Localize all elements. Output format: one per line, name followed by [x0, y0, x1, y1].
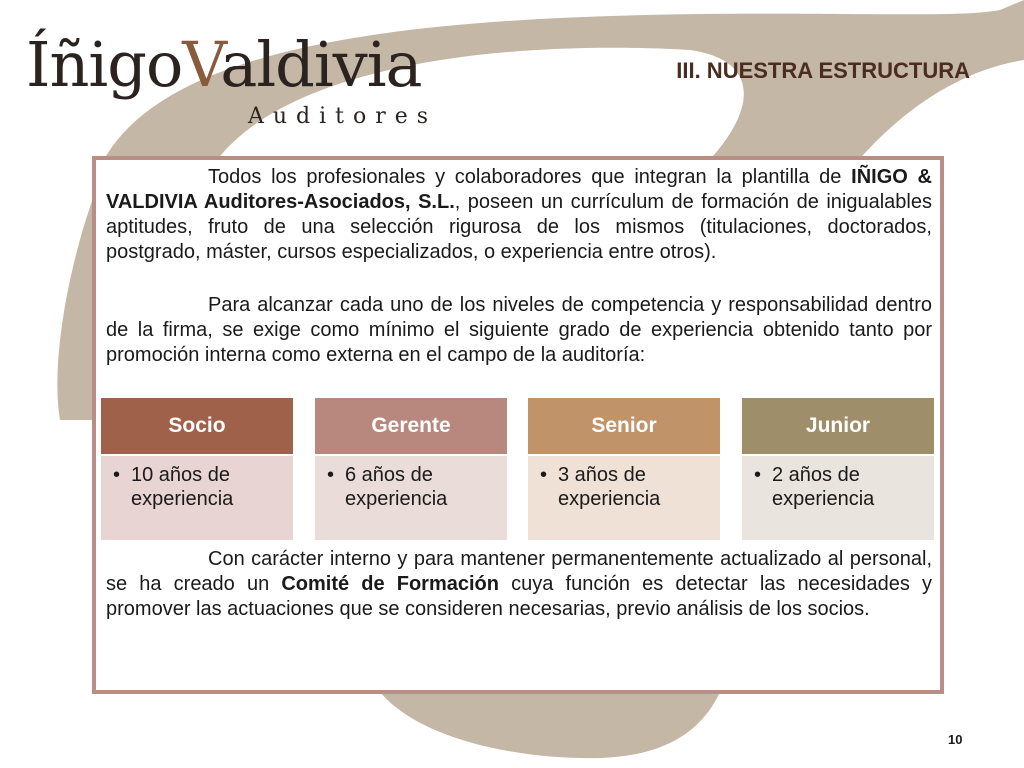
level-card-socio [101, 398, 293, 540]
paragraph-levels: Para alcanzar cada uno de los niveles de competencia y responsabilidad dentro de la firma, se exige como mínimo el siguiente grado de experiencia obtenido tanto por promoción interna como externa en el campo de la auditoría: [106, 294, 932, 366]
bullet-icon: • [754, 464, 762, 486]
level-experience: 6 años de experiencia [345, 464, 448, 510]
logo-subtitle: Auditores [248, 104, 438, 129]
paragraph-intro [106, 165, 932, 265]
section-title: III. NUESTRA ESTRUCTURA [676, 58, 970, 83]
company-logo [26, 28, 456, 128]
level-title: Senior [528, 398, 720, 454]
training-text-b: cuya función es detectar las necesidades y promover las actuaciones que se consideren necesarias, previo análisis de los socios. [106, 573, 932, 620]
level-title: Gerente [315, 398, 507, 454]
level-detail [528, 456, 720, 540]
level-detail [742, 456, 934, 540]
level-title: Socio [101, 398, 293, 454]
level-card-gerente [315, 398, 507, 540]
logo-wordmark [26, 28, 422, 102]
level-card-junior [742, 398, 934, 540]
bullet-icon: • [113, 464, 121, 486]
level-experience: 3 años de experiencia [558, 464, 661, 510]
logo-name-right: aldivia [220, 28, 422, 101]
bullet-icon: • [327, 464, 335, 486]
committee-name: Comité de Formación [281, 573, 499, 595]
level-card-senior [528, 398, 720, 540]
training-text-a: Con carácter interno y para mantener permanentemente actualizado al personal, se ha creado un [106, 548, 932, 595]
company-name: IÑIGO & VALDIVIA Auditores-Asociados, S.L. [106, 166, 932, 213]
intro-text-b: , poseen un currículum de formación de inigualables aptitudes, fruto de una selección rigurosa de los mismos (titulaciones, doctorados, postgrado, máster, cursos especializados, o experiencia entre otros). [106, 191, 932, 263]
intro-text-a: Todos los profesionales y colaboradores que integran la plantilla de [208, 166, 852, 188]
paragraph-training [106, 547, 932, 622]
level-title: Junior [742, 398, 934, 454]
page-number: 10 [948, 732, 963, 747]
bullet-icon: • [540, 464, 548, 486]
level-detail [315, 456, 507, 540]
content-box [92, 156, 944, 694]
level-experience: 10 años de experiencia [131, 464, 234, 510]
level-detail [101, 456, 293, 540]
logo-v-mark: V [182, 28, 221, 101]
level-experience: 2 años de experiencia [772, 464, 875, 510]
logo-name-left: Íñigo [26, 28, 183, 101]
